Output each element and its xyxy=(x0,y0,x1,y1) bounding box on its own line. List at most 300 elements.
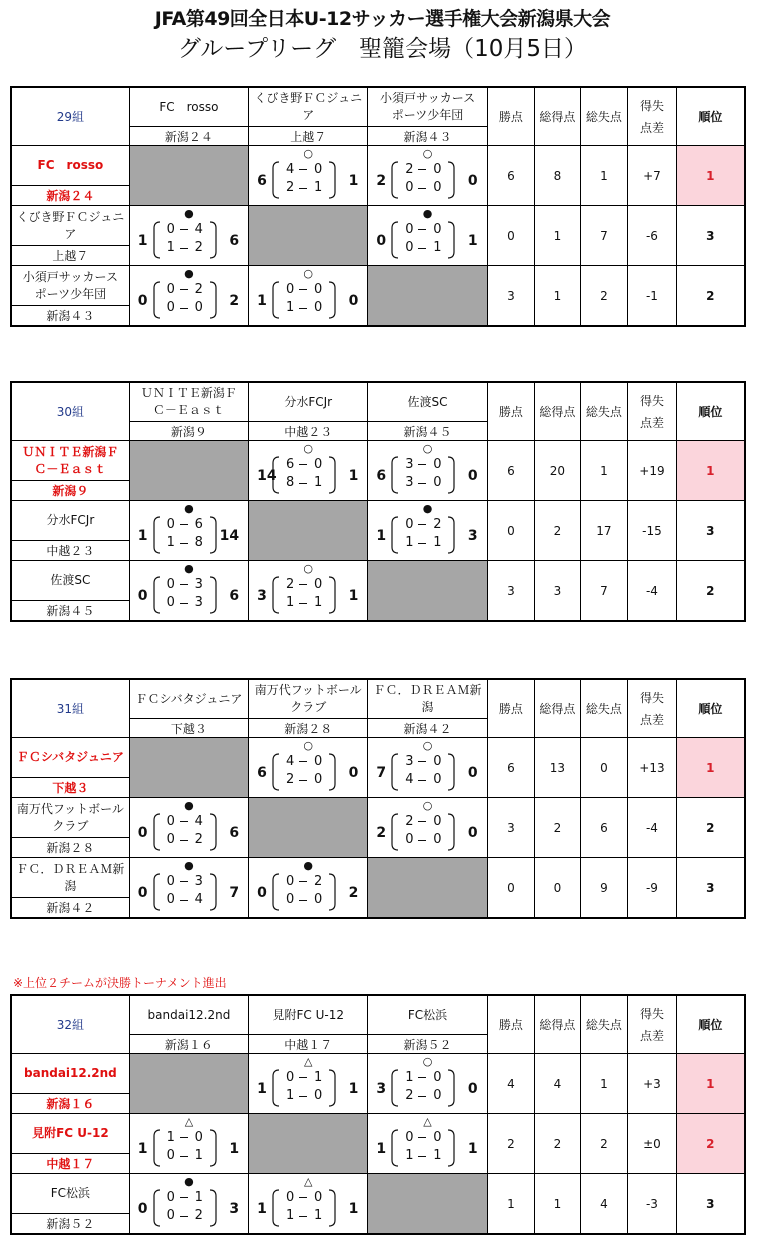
half-scores xyxy=(390,455,456,495)
self-match-cell xyxy=(129,1054,248,1114)
match-result xyxy=(130,267,248,325)
team-name-line: クラブ xyxy=(52,818,89,833)
match-result xyxy=(130,859,248,917)
score-bracket xyxy=(152,220,218,260)
score-right: 1 xyxy=(467,1140,478,1157)
score-left: 3 xyxy=(376,1080,387,1097)
column-team-name xyxy=(368,995,487,1035)
header-goals-against: 総失点 xyxy=(580,995,628,1054)
self-match-cell xyxy=(129,146,248,206)
score-bracket xyxy=(271,455,337,495)
dash xyxy=(180,821,188,822)
result-mark: ○ xyxy=(422,441,433,455)
stat-goals-against: 6 xyxy=(580,798,628,858)
second-half-for: 0 xyxy=(166,299,175,315)
dash xyxy=(299,1077,307,1078)
score-left: 1 xyxy=(137,1140,148,1157)
stat-goal-diff: -4 xyxy=(628,561,677,622)
half-scores xyxy=(390,220,456,260)
first-half-for: 2 xyxy=(405,813,414,829)
header-goal-diff-line1: 得失 xyxy=(639,393,664,408)
match-result-cell xyxy=(129,1174,248,1235)
dash xyxy=(418,543,426,544)
column-team-name xyxy=(368,87,487,127)
result-mark: ○ xyxy=(303,266,314,280)
first-half-for: 0 xyxy=(285,281,295,297)
stat-goals-for: 20 xyxy=(535,441,580,501)
first-half-for: 0 xyxy=(285,1189,295,1205)
dash xyxy=(418,524,426,525)
score-right: 1 xyxy=(348,172,359,189)
stat-goals-for: 1 xyxy=(535,266,580,327)
dash xyxy=(418,840,426,841)
half-scores xyxy=(152,872,218,912)
team-name-line: 小須戸サッカース xyxy=(379,91,476,105)
header-goal-diff-line1: 得失 xyxy=(639,98,664,113)
rank-value: 3 xyxy=(676,1174,745,1235)
team-name-line: 南万代フットボール xyxy=(16,801,124,816)
match-result xyxy=(249,562,367,620)
score-right: 6 xyxy=(229,587,240,604)
rank-value: 3 xyxy=(676,501,745,561)
score-left: 0 xyxy=(137,884,148,901)
score-bracket xyxy=(152,575,218,615)
first-half-against: 4 xyxy=(194,221,203,237)
team-name-line: 南万代フットボール xyxy=(254,683,362,697)
first-half-against: 1 xyxy=(313,1069,323,1085)
dash xyxy=(299,1096,307,1097)
second-half-for: 0 xyxy=(405,831,414,847)
match-result-cell xyxy=(129,561,248,622)
score-bracket xyxy=(390,812,456,852)
score-bracket xyxy=(390,1068,456,1108)
header-goal-diff xyxy=(628,679,677,738)
stat-win-points: 0 xyxy=(487,206,535,266)
match-result xyxy=(249,859,367,917)
match-result xyxy=(368,1055,486,1113)
score-right: 2 xyxy=(348,884,359,901)
header-rank: 順位 xyxy=(676,995,745,1054)
second-half-for: 0 xyxy=(166,831,175,847)
header-goal-diff-line1: 得失 xyxy=(639,1006,664,1021)
dash xyxy=(180,289,188,290)
match-result xyxy=(368,502,486,560)
header-goal-diff-line2: 点差 xyxy=(639,712,664,727)
stat-goal-diff: +13 xyxy=(628,738,677,798)
self-match-cell xyxy=(368,561,487,622)
row-team-name xyxy=(11,206,129,246)
stat-win-points: 4 xyxy=(487,1054,535,1114)
result-mark: △ xyxy=(423,1114,432,1128)
result-mark: ● xyxy=(184,206,194,220)
self-match-cell xyxy=(249,1114,368,1174)
match-result-cell xyxy=(249,858,368,919)
self-match-cell xyxy=(368,1174,487,1235)
row-team-name xyxy=(11,561,129,601)
match-result xyxy=(249,739,367,797)
row-team-pref: 中越１７ xyxy=(11,1154,129,1174)
rank-value: 3 xyxy=(676,206,745,266)
stat-goal-diff: -6 xyxy=(628,206,677,266)
half-scores xyxy=(152,575,218,615)
stat-win-points: 0 xyxy=(487,858,535,919)
score-left: 7 xyxy=(376,764,387,781)
stat-goals-against: 7 xyxy=(580,206,628,266)
first-half-against: 2 xyxy=(433,516,442,532)
match-result-cell xyxy=(368,206,487,266)
team-name-line: ア xyxy=(64,226,77,241)
self-match-cell xyxy=(249,501,368,561)
first-half-against: 0 xyxy=(433,813,442,829)
header-rank: 順位 xyxy=(676,87,745,146)
first-half-against: 2 xyxy=(313,873,323,889)
result-mark: ● xyxy=(184,858,194,872)
score-left: 0 xyxy=(376,232,387,249)
dash xyxy=(299,900,307,901)
header-goal-diff xyxy=(628,995,677,1054)
row-team-pref: 新潟５２ xyxy=(11,1214,129,1235)
half-scores xyxy=(271,455,337,495)
team-name-line: 潟 xyxy=(421,700,434,714)
result-mark: ○ xyxy=(303,561,314,575)
row-team-pref: 新潟４３ xyxy=(11,306,129,327)
stat-win-points: 0 xyxy=(487,501,535,561)
team-name-line: bandai12.2nd xyxy=(147,1007,231,1022)
dash xyxy=(180,840,188,841)
match-result-cell xyxy=(129,501,248,561)
first-half-against: 0 xyxy=(313,161,323,177)
first-half-for: 2 xyxy=(405,161,414,177)
stat-goals-against: 17 xyxy=(580,501,628,561)
dash xyxy=(180,1156,188,1157)
header-goal-diff xyxy=(628,382,677,441)
half-scores xyxy=(152,515,218,555)
team-name-line: ＵＮＩＴＥ新潟Ｆ xyxy=(22,444,119,459)
header-goals-against: 総失点 xyxy=(580,87,628,146)
dash xyxy=(299,780,307,781)
stat-goals-for: 3 xyxy=(535,561,580,622)
stat-goals-for: 1 xyxy=(535,206,580,266)
row-team-pref: 新潟２４ xyxy=(11,186,129,206)
match-result-cell xyxy=(129,798,248,858)
second-half-against: 4 xyxy=(194,891,203,907)
header-rank: 順位 xyxy=(676,382,745,441)
score-left: 6 xyxy=(376,467,387,484)
column-team-pref: 新潟２４ xyxy=(129,127,248,146)
half-scores xyxy=(152,1188,218,1228)
match-result xyxy=(130,207,248,265)
stat-goal-diff: ±0 xyxy=(628,1114,677,1174)
group-table xyxy=(10,381,746,619)
dash xyxy=(299,464,307,465)
rank-value: 1 xyxy=(676,146,745,206)
group-name: 29組 xyxy=(11,87,129,146)
column-team-name xyxy=(129,382,248,422)
match-result xyxy=(368,739,486,797)
score-bracket xyxy=(271,1188,337,1228)
dash xyxy=(299,308,307,309)
score-bracket xyxy=(271,280,337,320)
half-scores xyxy=(271,872,337,912)
match-result-cell xyxy=(129,1114,248,1174)
row-team-pref: 上越７ xyxy=(11,246,129,266)
half-scores xyxy=(390,515,456,555)
first-half-against: 0 xyxy=(313,576,323,592)
rank-value: 3 xyxy=(676,858,745,919)
half-scores xyxy=(152,220,218,260)
second-half-against: 2 xyxy=(194,831,203,847)
first-half-against: 0 xyxy=(433,221,442,237)
half-scores xyxy=(390,160,456,200)
result-mark: ○ xyxy=(422,738,433,752)
score-left: 1 xyxy=(257,1080,267,1097)
header-goals-for: 総得点 xyxy=(535,87,580,146)
second-half-against: 1 xyxy=(313,474,323,490)
dash xyxy=(299,483,307,484)
team-name-line: 分水FCJr xyxy=(46,513,95,527)
stat-goal-diff: +3 xyxy=(628,1054,677,1114)
result-mark: ○ xyxy=(303,441,314,455)
score-right: 1 xyxy=(229,1140,240,1157)
row-team-pref: 新潟１６ xyxy=(11,1094,129,1114)
dash xyxy=(418,483,426,484)
result-mark: ○ xyxy=(422,798,433,812)
score-right: 0 xyxy=(348,764,359,781)
stat-goals-for: 0 xyxy=(535,858,580,919)
match-result xyxy=(130,1115,248,1173)
second-half-for: 4 xyxy=(405,771,414,787)
second-half-against: 3 xyxy=(194,594,203,610)
team-name-line: FC rosso xyxy=(37,158,104,172)
team-name-line: FC松浜 xyxy=(50,1186,91,1200)
dash xyxy=(180,308,188,309)
group-table xyxy=(10,86,746,324)
team-name-line: 潟 xyxy=(64,878,77,893)
match-result-cell xyxy=(368,738,487,798)
stat-goal-diff: +7 xyxy=(628,146,677,206)
team-name-line: ＦＣ．ＤＲＥＡＭ新 xyxy=(16,861,125,876)
column-team-name xyxy=(249,87,368,127)
result-mark: △ xyxy=(303,1054,313,1068)
score-bracket xyxy=(271,575,337,615)
half-scores xyxy=(390,1068,456,1108)
match-result-cell xyxy=(129,206,248,266)
half-scores xyxy=(152,280,218,320)
stat-goal-diff: -1 xyxy=(628,266,677,327)
dash xyxy=(180,1197,188,1198)
team-name-line: FC rosso xyxy=(159,99,219,114)
column-team-name xyxy=(129,87,248,127)
stat-goal-diff: -9 xyxy=(628,858,677,919)
rank-value: 1 xyxy=(676,1054,745,1114)
result-mark: △ xyxy=(303,1174,313,1188)
second-half-against: 0 xyxy=(433,474,442,490)
header-goals-against: 総失点 xyxy=(580,679,628,738)
header-goal-diff-line1: 得失 xyxy=(639,690,664,705)
stat-goals-against: 1 xyxy=(580,1054,628,1114)
stat-goals-against: 0 xyxy=(580,738,628,798)
header-goal-diff-line2: 点差 xyxy=(639,120,664,135)
second-half-against: 1 xyxy=(433,239,442,255)
first-half-for: 2 xyxy=(285,576,295,592)
row-team-pref: 中越２３ xyxy=(11,541,129,561)
second-half-for: 1 xyxy=(405,534,414,550)
row-team-pref: 下越３ xyxy=(11,778,129,798)
dash xyxy=(418,1077,426,1078)
team-name-line: クラブ xyxy=(290,700,327,714)
first-half-against: 0 xyxy=(313,281,323,297)
first-half-against: 6 xyxy=(194,516,203,532)
page-title: JFA第49回全日本U-12サッカー選手権大会新潟県大会 xyxy=(154,8,611,30)
first-half-against: 0 xyxy=(313,753,323,769)
stat-goals-against: 7 xyxy=(580,561,628,622)
second-half-against: 1 xyxy=(313,179,323,195)
match-result-cell xyxy=(249,266,368,327)
dash xyxy=(418,780,426,781)
second-half-against: 0 xyxy=(313,299,323,315)
column-team-pref: 新潟４５ xyxy=(368,422,487,441)
row-team-name xyxy=(11,858,129,898)
score-bracket xyxy=(152,1188,218,1228)
score-bracket xyxy=(152,515,218,555)
column-team-pref: 中越２３ xyxy=(249,422,368,441)
team-name-line: 分水FCJr xyxy=(284,394,333,409)
half-scores xyxy=(390,1128,456,1168)
group-table xyxy=(10,994,746,1232)
dash xyxy=(418,1137,426,1138)
dash xyxy=(180,543,188,544)
second-half-for: 0 xyxy=(285,891,295,907)
first-half-against: 0 xyxy=(433,456,442,472)
stat-goals-for: 4 xyxy=(535,1054,580,1114)
dash xyxy=(299,584,307,585)
team-name-line: bandai12.2nd xyxy=(24,1066,117,1080)
second-half-against: 8 xyxy=(194,534,203,550)
team-name-line: 佐渡SC xyxy=(50,573,91,587)
team-name-line: ＦＣ．ＤＲＥＡＭ新 xyxy=(373,683,482,697)
self-match-cell xyxy=(249,206,368,266)
column-team-name xyxy=(368,382,487,422)
rank-value: 2 xyxy=(676,561,745,622)
second-half-for: 0 xyxy=(405,239,414,255)
first-half-against: 0 xyxy=(433,1129,442,1145)
second-half-against: 1 xyxy=(433,534,442,550)
dash xyxy=(180,584,188,585)
dash xyxy=(418,248,426,249)
team-name-line: ア xyxy=(302,108,315,122)
score-bracket xyxy=(152,280,218,320)
score-right: 14 xyxy=(219,527,240,544)
match-result-cell xyxy=(368,1054,487,1114)
stat-goals-for: 2 xyxy=(535,501,580,561)
score-left: 1 xyxy=(137,232,148,249)
score-right: 0 xyxy=(467,824,478,841)
header-win-points: 勝点 xyxy=(487,679,535,738)
result-mark: ○ xyxy=(422,146,433,160)
dash xyxy=(418,1096,426,1097)
first-half-for: 0 xyxy=(405,221,414,237)
page-subtitle: グループリーグ 聖籠会場（10月5日） xyxy=(177,36,588,62)
header-rank: 順位 xyxy=(676,679,745,738)
match-result-cell xyxy=(129,858,248,919)
match-result-cell xyxy=(249,146,368,206)
score-bracket xyxy=(271,1068,337,1108)
dash xyxy=(299,1216,307,1217)
score-bracket xyxy=(152,872,218,912)
self-match-cell xyxy=(129,738,248,798)
column-team-pref: 新潟１６ xyxy=(129,1035,248,1054)
second-half-for: 0 xyxy=(166,891,175,907)
stat-win-points: 6 xyxy=(487,146,535,206)
second-half-for: 1 xyxy=(285,1087,295,1103)
second-half-against: 1 xyxy=(194,1147,203,1163)
result-mark: ● xyxy=(184,266,194,280)
half-scores xyxy=(271,280,337,320)
first-half-for: 0 xyxy=(405,516,414,532)
score-bracket xyxy=(390,160,456,200)
result-mark: ○ xyxy=(422,1054,433,1068)
score-right: 0 xyxy=(467,467,478,484)
half-scores xyxy=(271,752,337,792)
half-scores xyxy=(271,1068,337,1108)
first-half-for: 1 xyxy=(405,1069,414,1085)
score-bracket xyxy=(390,1128,456,1168)
match-result xyxy=(130,562,248,620)
score-bracket xyxy=(390,220,456,260)
dash xyxy=(180,248,188,249)
result-mark: ● xyxy=(184,798,194,812)
match-result-cell xyxy=(249,738,368,798)
second-half-for: 1 xyxy=(166,534,175,550)
stat-win-points: 2 xyxy=(487,1114,535,1174)
column-team-pref: 中越１７ xyxy=(249,1035,368,1054)
second-half-for: 0 xyxy=(166,594,175,610)
dash xyxy=(180,1137,188,1138)
stat-win-points: 6 xyxy=(487,441,535,501)
first-half-against: 0 xyxy=(194,1129,203,1145)
result-mark: ● xyxy=(422,206,433,220)
row-team-name xyxy=(11,146,129,186)
score-bracket xyxy=(271,160,337,200)
score-bracket xyxy=(390,455,456,495)
dash xyxy=(299,761,307,762)
result-mark: ● xyxy=(184,1174,194,1188)
score-right: 3 xyxy=(229,1200,240,1217)
second-half-against: 1 xyxy=(433,1147,442,1163)
first-half-against: 0 xyxy=(433,161,442,177)
score-left: 1 xyxy=(376,527,387,544)
second-half-against: 1 xyxy=(313,1207,323,1223)
match-result-cell xyxy=(249,1174,368,1235)
first-half-against: 0 xyxy=(433,753,442,769)
score-right: 6 xyxy=(229,824,240,841)
stat-win-points: 3 xyxy=(487,561,535,622)
score-left: 2 xyxy=(376,172,387,189)
second-half-for: 2 xyxy=(285,771,295,787)
header-win-points: 勝点 xyxy=(487,87,535,146)
score-bracket xyxy=(152,1128,218,1168)
stat-goals-against: 1 xyxy=(580,441,628,501)
match-result-cell xyxy=(368,146,487,206)
column-team-name xyxy=(249,382,368,422)
result-mark: ● xyxy=(303,858,314,872)
half-scores xyxy=(152,1128,218,1168)
dash xyxy=(180,900,188,901)
result-mark: ● xyxy=(184,501,194,515)
second-half-against: 0 xyxy=(194,299,203,315)
header-goal-diff-line2: 点差 xyxy=(639,415,664,430)
team-name-line: 見附FC U-12 xyxy=(272,1007,344,1022)
